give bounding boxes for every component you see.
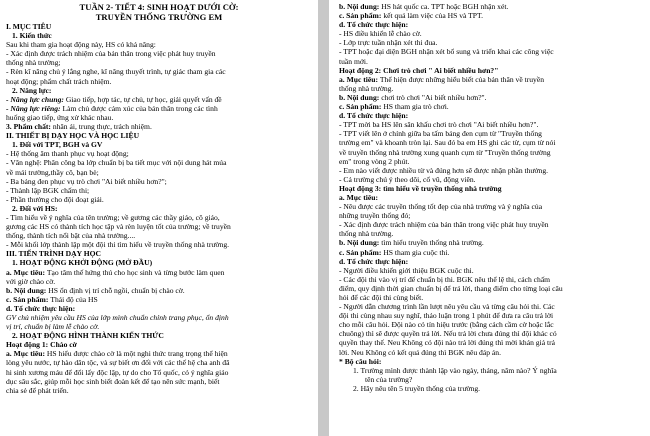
label-text: c. Sản phẩm:: [339, 247, 384, 257]
value-text: tìm hiểu truyền thống nhà trường.: [381, 238, 484, 248]
document-page-left: [0, 0, 318, 436]
subsection-heading: 1. HOẠT ĐỘNG KHỞI ĐỘNG (MỞ ĐẦU): [12, 258, 153, 268]
question-set-heading: * Bộ câu hỏi:: [339, 356, 382, 366]
text-line: - Các đội thi vào vị trí để chuẩn bị thi. BGK nêu thể lệ thi, cách chấm: [339, 274, 551, 284]
section-heading: I. MỤC TIÊU: [6, 22, 52, 31]
activity-heading: Hoạt động 1: Chào cờ: [6, 340, 77, 350]
text-line: tuần mới.: [339, 56, 368, 66]
text-line: GV chủ nhiệm yêu cầu HS của lớp mình chuẩn chỉnh trang phục, ổn định: [6, 313, 229, 322]
text-line: [339, 11, 644, 20]
lesson-subtitle: TRUYỀN THỐNG TRƯỜNG EM: [95, 12, 223, 22]
label-text: a. Mục tiêu:: [339, 74, 380, 84]
text-line: [339, 2, 644, 11]
text-line: [6, 122, 312, 131]
text-line: về truyền thống nhà trường xung quanh cụm từ "Truyền thống trường: [339, 147, 551, 157]
text-line: thống nhà trường.: [339, 83, 394, 93]
value-text: chơi trò chơi "Ai biết nhiều hơn?".: [381, 92, 487, 102]
text-line: [339, 75, 644, 84]
text-line: - Hệ thống âm thanh phục vụ hoạt động;: [6, 149, 129, 159]
text-line: gương các HS có thành tích học tập và rèn luyện tốt của trường; về truyền: [6, 222, 231, 232]
list-item: 1. Trường mình được thành lập vào ngày, tháng, năm nào? Ý nghĩa: [353, 365, 557, 375]
text-line: - Phần thưởng cho đội đoạt giải.: [6, 194, 104, 204]
text-line: em" trong vòng 2 phút.: [339, 156, 410, 166]
value-text: Làm chủ được cảm xúc của bản thân trong các tình: [62, 103, 218, 113]
label-text: c. Sản phẩm:: [339, 11, 384, 21]
text-line: về mái trường,thầy cô, bạn bè;: [6, 167, 99, 177]
subsection-heading: d. Tổ chức thực hiện:: [339, 20, 409, 30]
list-item-continuation: tên của trường?: [365, 374, 413, 384]
text-line: Sau khi tham gia hoạt động này, HS có khả năng:: [6, 40, 156, 50]
text-line: [6, 295, 312, 304]
text-line: [339, 238, 644, 247]
text-line: - Thành lập BGK chấm thi;: [6, 185, 90, 195]
text-line: trường em" và khoanh tròn lại. Sau đó ba em HS ghi các từ, cụm từ nói: [339, 138, 556, 148]
text-line: hi sinh xương máu để đổi lấy độc lập, tự do cho Tổ quốc, có ý nghĩa giáo: [6, 367, 229, 377]
text-line: - Cả trường chú ý theo dõi, cổ vũ, động viên.: [339, 174, 476, 184]
value-text: Thể hiện được những hiểu biết của bản thân về truyền: [379, 74, 544, 84]
text-line: - Mỗi khối lớp thành lập một đội thi tìm hiểu về truyền thống nhà trường.: [6, 240, 230, 250]
label-text: b. Nội dung:: [339, 238, 382, 248]
text-line: huống giao tiếp, ứng xử khác nhau.: [6, 112, 114, 122]
subsection-heading: 2. Năng lực:: [12, 85, 52, 95]
label-text: b. Nội dung:: [6, 285, 49, 295]
text-line: thống, thành tích nổi bật của nhà trường....: [6, 231, 136, 241]
text-line: [6, 268, 312, 277]
text-line: [339, 248, 644, 257]
text-line: - HS điều khiển lễ chào cờ.: [339, 29, 422, 39]
value-text: HS hát quốc ca. TPT hoặc BGH nhận xét.: [381, 2, 509, 11]
subsection-heading: 2. Đối với HS:: [12, 203, 58, 213]
text-line: - Xác định được trách nhiệm của bản thân trong việc phát huy truyền: [339, 220, 549, 230]
text-line: chuông) thì sẽ được quyền trả lời. Nếu trả lời chưa đúng thì đội khác có: [339, 329, 557, 339]
text-line: hỏi để các đội thi cùng biết.: [339, 293, 424, 302]
label-text: - Năng lực chung:: [6, 94, 66, 104]
text-line: - Nêu được các truyền thống tốt đẹp của nhà trường và ý nghĩa của: [339, 202, 543, 212]
text-line: vị trí, chuẩn bị làm lễ chào cờ.: [6, 322, 100, 332]
text-line: dục sâu sắc, giúp mỗi học sinh biết đoàn kết để tạo nên sức mạnh, biết: [6, 376, 220, 386]
activity-heading: Hoạt động 2: Chơi trò chơi " Ai biết nhiều hơn?": [339, 65, 499, 75]
text-line: - Em nào viết được nhiều từ và đúng hơn sẽ được nhận phần thưởng.: [339, 165, 549, 175]
label-text: c. Sản phẩm:: [6, 294, 51, 304]
list-item: 2. Hãy nêu tên 5 truyền thống của trường.: [353, 383, 481, 393]
text-line: điểm, quy định thời gian chuẩn bị để trả lời, thang điểm cho từng loại câu: [339, 283, 563, 293]
label-text: a. Mục tiêu:: [6, 267, 47, 277]
text-line: - Người điều khiển giới thiệu BGK cuộc thi.: [339, 265, 474, 275]
text-line: - Văn nghệ: Phân công ba lớp chuẩn bị ba tiết mục với nội dung hát múa: [6, 158, 227, 168]
text-line: [339, 102, 644, 111]
subsection-heading: a. Mục tiêu:: [339, 192, 379, 202]
label-text: 3. Phẩm chất:: [6, 122, 53, 132]
text-line: [6, 95, 312, 104]
text-line: hoạt động; phẩm chất trách nhiệm.: [6, 76, 112, 86]
text-line: cho mỗi câu hỏi. Đội nào có tín hiệu trước (bằng cách cầm cờ hoặc lắc: [339, 320, 554, 330]
label-text: a. Mục tiêu:: [6, 349, 47, 359]
label-text: b. Nội dung:: [339, 2, 382, 11]
value-text: Tạo tâm thế hứng thú cho học sinh và từng bước làm quen: [46, 267, 225, 277]
section-heading: II. THIẾT BỊ DẠY HỌC VÀ HỌC LIỆU: [6, 131, 140, 141]
text-line: - TPT mời ba HS lên sân khấu chơi trò chơi "Ai biết nhiều hơn?".: [339, 120, 539, 130]
value-text: Giao tiếp, hợp tác, tự chủ, tự học, giải quyết vấn đề: [65, 94, 222, 104]
text-line: [339, 93, 644, 102]
section-heading: III. TIẾN TRÌNH DẠY HỌC: [6, 249, 102, 259]
value-text: Thái độ của HS: [50, 294, 98, 304]
text-line: - Tìm hiểu về ý nghĩa của tên trường; về gương các thầy giáo, cô giáo,: [6, 212, 220, 222]
text-line: - TPT viết lên ở chính giữa ba tấm bảng đen cụm từ "Truyền thống: [339, 129, 542, 139]
text-line: - Người dẫn chương trình lần lượt nêu yêu cầu và từng câu hỏi thi. Các: [339, 302, 555, 312]
subsection-heading: 1. Kiến thức: [12, 31, 52, 41]
section-heading: 2. HOẠT ĐỘNG HÌNH THÀNH KIẾN THỨC: [12, 331, 164, 341]
value-text: kết quả làm việc của HS và TPT.: [383, 11, 483, 21]
value-text: HS tham gia trò chơi.: [383, 102, 449, 112]
text-line: những truyền thống đó;: [339, 211, 411, 221]
text-line: đội thi cùng nhau suy nghĩ, thảo luận trong 1 phút để đưa ra câu trả lời: [339, 311, 554, 321]
text-line: - Rèn kĩ năng chủ ý lắng nghe, kĩ năng thuyết trình, tự giác tham gia các: [6, 67, 226, 77]
text-line: lời. Neu Không có kết quả đúng thì BGK nêu đáp án.: [339, 347, 501, 357]
document-page-right: [329, 0, 650, 436]
text-line: - Xác định được trách nhiệm của bản thân trong việc phát huy truyền: [6, 49, 216, 59]
subsection-heading: d. Tổ chức thực hiện:: [339, 111, 409, 121]
text-line: [6, 349, 312, 358]
subsection-heading: 1. Đối với TPT, BGH và GV: [12, 140, 103, 150]
value-text: HS hiểu được chào cờ là một nghi thức trang trọng thể hiện: [46, 349, 228, 359]
label-text: - Năng lực riêng:: [6, 103, 63, 113]
label-text: c. Sản phẩm:: [339, 102, 384, 112]
text-line: [6, 104, 312, 113]
text-line: [6, 286, 312, 295]
lesson-title: TUẦN 2- TIẾT 4: SINH HOẠT DƯỚI CỜ:: [79, 2, 239, 12]
text-line: - Lớp trực tuần nhận xét thi đua.: [339, 38, 438, 48]
text-line: - TPT hoặc đại diện BGH nhận xét bổ sung và triển khai các công việc: [339, 47, 554, 57]
value-text: HS ổn định vị trí chỗ ngồi, chuẩn bị chào cờ.: [48, 285, 185, 295]
label-text: b. Nội dung:: [339, 92, 382, 102]
text-line: với giờ chào cờ.: [6, 276, 56, 286]
value-text: HS tham gia cuộc thi.: [383, 247, 450, 257]
text-line: - Ba bảng đen phục vụ trò chơi "Ai biết nhiều hơn?";: [6, 176, 167, 186]
text-line: thống nhà trường.: [339, 229, 394, 239]
activity-heading: Hoạt động 3: tìm hiểu về truyền thống nhà trường: [339, 183, 502, 193]
text-line: quyền thay thế. Neu Không có đội nào trả lời đúng thì mời khán giả trả: [339, 338, 555, 348]
subsection-heading: d. Tổ chức thực hiện:: [339, 256, 409, 266]
text-line: lòng yêu nước, tự hào dân tộc, và sự biết ơn đối với các thế hệ cha anh đã: [6, 358, 230, 368]
text-line: thống nhà trường;: [6, 58, 61, 68]
subsection-heading: d. Tổ chức thực hiện:: [6, 303, 76, 313]
text-line: chia sẻ để phát triển.: [6, 385, 69, 395]
value-text: nhân ái, trung thực, trách nhiệm.: [52, 122, 152, 132]
